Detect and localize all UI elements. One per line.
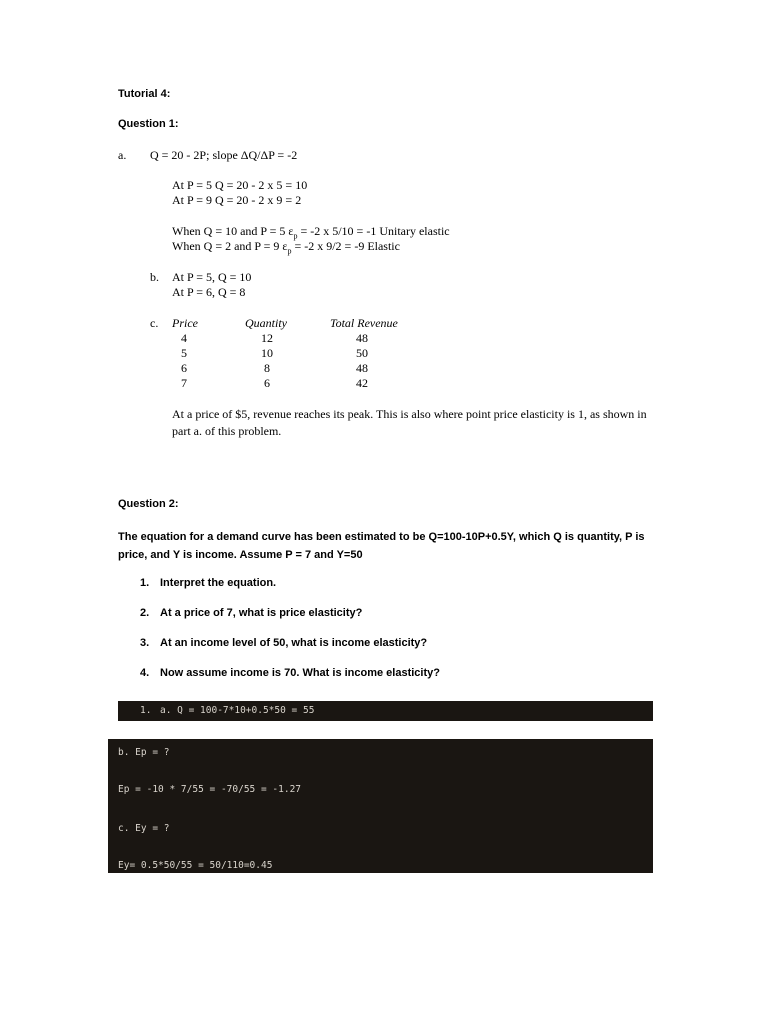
table-cell: 12 [261,331,273,345]
list-item-number: 1. [140,577,150,589]
list-item: Interpret the equation. [160,577,277,589]
part-b-line-1: At P = 5, Q = 10 [172,270,252,284]
elasticity-line-1: When Q = 10 and P = 5 $\varepsilon_p = -2$ x 5/10 = -1 Unitary elastic [172,224,450,241]
table-header-price: Price [172,316,198,330]
table-cell: 48 [356,331,368,345]
part-c-label: c. [150,316,159,330]
table-header-total-revenue: Total Revenue [330,316,398,330]
calc-at-p5: At P = 5 Q = 20 - 2 x 5 = 10 [172,178,308,192]
table-cell: 6 [181,361,187,375]
demand-equation: Q = 20 - 2P; slope ΔQ/ΔP = -2 [150,148,298,162]
tutorial-title: Tutorial 4: [118,88,171,100]
q2-intro: The equation for a demand curve has been estimated to be Q=100-10P+0.5Y, which Q is quantity, P is price, and Y is income. Assume P = 7 and Y=50 [118,531,645,561]
q1-conclusion: At a price of $5, revenue reaches its peak. This is also where point price elasticity is 1, as shown in part a. of this problem. [172,407,647,438]
table-cell: 5 [181,346,187,360]
answer-ey-calc: Ey= 0.5*50/55 = 50/110=0.45 [118,860,273,871]
answer-a: a. Q = 100-7*10+0.5*50 = 55 [160,705,315,716]
answer-b-label: b. Ep = ? [118,747,170,758]
part-b-label: b. [150,270,159,284]
list-item: At a price of 7, what is price elasticity? [160,607,363,619]
question-2-heading: Question 2: [118,498,179,510]
list-item-number: 2. [140,607,150,619]
table-header-quantity: Quantity [245,316,287,330]
question-1-heading: Question 1: [118,118,179,130]
elasticity-line-2: When Q = 2 and P = 9 $\varepsilon_p = -2$ x 9/2 = -9 Elastic [172,239,400,256]
table-cell: 42 [356,376,368,390]
table-cell: 4 [181,331,187,345]
calc-at-p9: At P = 9 Q = 20 - 2 x 9 = 2 [172,193,302,207]
table-cell: 8 [264,361,270,375]
table-cell: 48 [356,361,368,375]
table-cell: 7 [181,376,187,390]
list-item-number: 4. [140,667,150,679]
table-cell: 50 [356,346,368,360]
answer-ep-calc: Ep = -10 * 7/55 = -70/55 = -1.27 [118,784,302,795]
answer-box-1 [118,701,653,721]
answer-number: 1. [140,705,152,716]
list-item: At an income level of 50, what is income elasticity? [160,637,428,649]
table-cell: 6 [264,376,270,390]
answer-c-label: c. Ey = ? [118,823,170,834]
list-item-number: 3. [140,637,150,649]
list-item: Now assume income is 70. What is income elasticity? [160,667,440,679]
answer-box-2 [108,739,653,873]
table-cell: 10 [261,346,273,360]
part-b-line-2: At P = 6, Q = 8 [172,285,246,299]
part-a-label: a. [118,148,127,162]
